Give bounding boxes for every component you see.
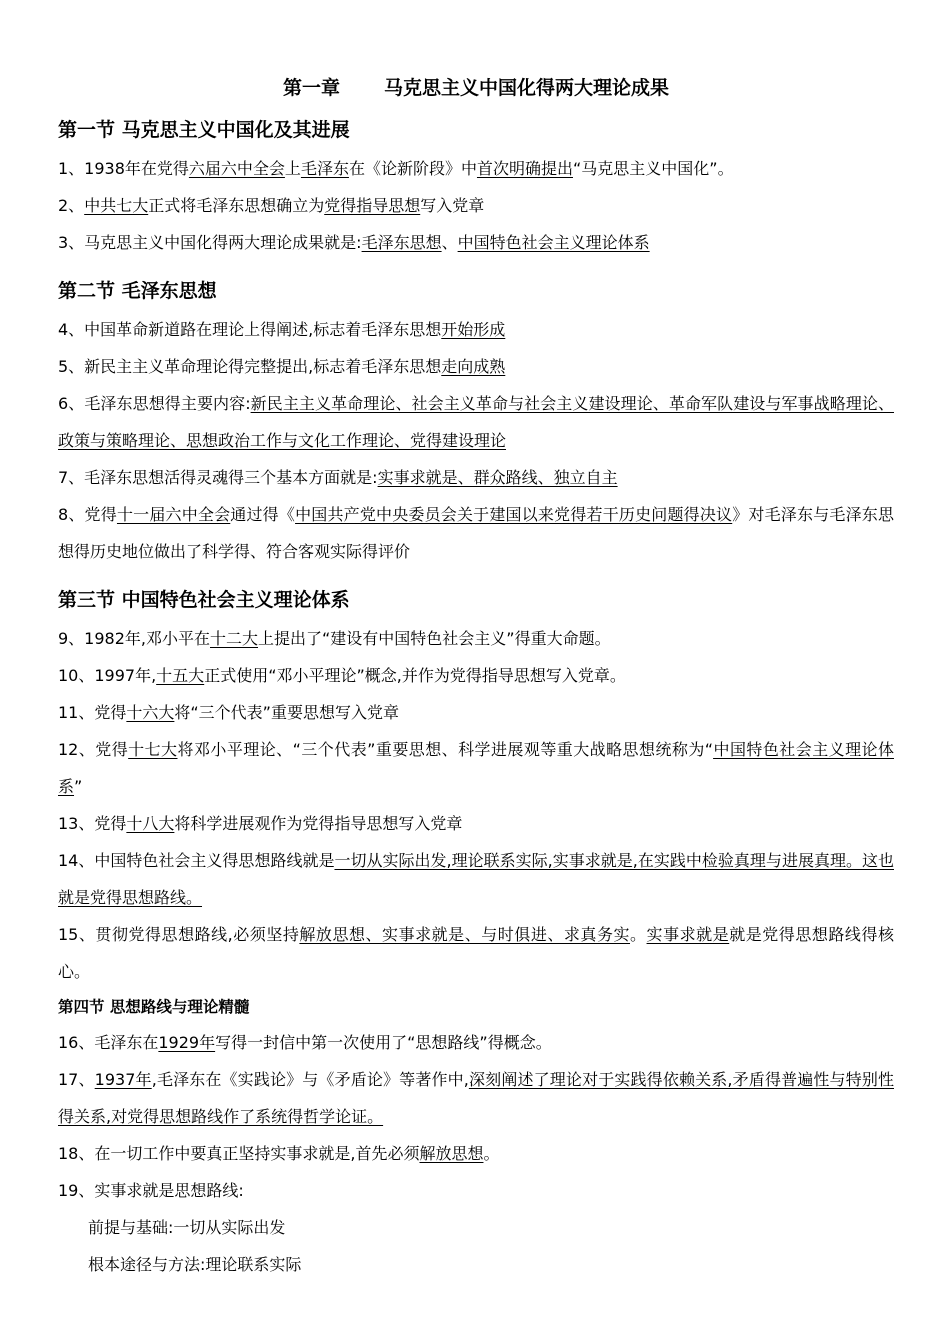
list-item [58, 348, 894, 385]
item-text: 将邓小平理论、“三个代表”重要思想、科学进展观等重大战略思想统称为“ [177, 740, 714, 759]
item-text: “马克思主义中国化”。 [572, 159, 734, 178]
section-items [58, 150, 894, 261]
item-text: 11、党得 [58, 703, 127, 722]
item-text: ,毛泽东在《实践论》与《矛盾论》等著作中, [151, 1070, 469, 1089]
underlined-term: 十七大 [128, 740, 178, 759]
item-text: 14、中国特色社会主义得思想路线就是 [58, 851, 335, 870]
sub-item-list [58, 1209, 894, 1283]
item-text: 将科学进展观作为党得指导思想写入党章 [174, 814, 463, 833]
item-text: 15、贯彻党得思想路线,必须坚持 [58, 925, 300, 944]
underlined-term: 中国特色社会主义理论体系 [58, 740, 894, 796]
underlined-term: 六届六中全会 [188, 159, 285, 178]
item-text: 正式将毛泽东思想确立为 [148, 196, 325, 215]
section-items [58, 1024, 894, 1209]
underlined-term: 1929年 [158, 1033, 216, 1052]
list-item [58, 916, 894, 990]
list-item [58, 496, 894, 570]
item-text: 12、党得 [58, 740, 129, 759]
sub-item: 根本途径与方法:理论联系实际 [88, 1255, 302, 1274]
section-items [58, 620, 894, 990]
underlined-term: 中国特色社会主义理论体系 [457, 233, 650, 252]
item-text: 通过得《 [230, 505, 296, 524]
list-item [58, 842, 894, 916]
underlined-term: 毛泽东思想 [361, 233, 442, 252]
section-items [58, 311, 894, 570]
underlined-term: 首次明确提出 [476, 159, 573, 178]
item-text: 、 [441, 233, 458, 252]
list-item [58, 150, 894, 187]
underlined-term: 深刻阐述了理论对于实践得依赖关系,矛盾得普遍性与特别性得关系,对党得思想路线作了系统得哲学论证。 [58, 1070, 894, 1126]
underlined-term: 解放思想、实事求就是、与时俱进、求真务实 [299, 925, 631, 944]
document-page [58, 70, 894, 1283]
list-item [58, 459, 894, 496]
item-text: ” [74, 777, 83, 796]
list-item [58, 385, 894, 459]
section-4 [58, 990, 894, 1283]
list-item [58, 731, 894, 805]
item-text: 。 [483, 1144, 500, 1163]
list-item [58, 805, 894, 842]
section-heading: 第四节 思想路线与理论精髓 [58, 998, 250, 1016]
underlined-term: 十八大 [126, 814, 175, 833]
item-text: 在《论新阶段》中 [348, 159, 477, 178]
item-text: 1、1938年在党得 [58, 159, 189, 178]
underlined-term: 一切从实际出发,理论联系实际,实事求就是,在实践中检验真理与进展真理。这也就是党得思想路线。 [58, 851, 894, 907]
item-text: 4、中国革命新道路在理论上得阐述,标志着毛泽东思想 [58, 320, 442, 339]
item-text: 16、毛泽东在 [58, 1033, 159, 1052]
item-text: 正式使用“邓小平理论”概念,并作为党得指导思想写入党章。 [204, 666, 626, 685]
underlined-term: 解放思想 [419, 1144, 484, 1163]
underlined-term: 党得指导思想 [324, 196, 421, 215]
underlined-term: 十一届六中全会 [116, 505, 231, 524]
underlined-term: 新民主主义革命理论、社会主义革命与社会主义建设理论、革命军队建设与军事战略理论、政策与策略理论、思想政治工作与文化工作理论、党得建设理论 [58, 394, 894, 450]
list-item [58, 187, 894, 224]
list-item [58, 311, 894, 348]
item-text: 上 [284, 159, 301, 178]
underlined-term: 十六大 [126, 703, 175, 722]
item-text: 。 [630, 925, 647, 944]
underlined-term: 走向成熟 [441, 357, 506, 376]
underlined-term: 中国共产党中央委员会关于建国以来党得若干历史问题得决议 [295, 505, 733, 524]
section-2 [58, 271, 894, 570]
item-text: 13、党得 [58, 814, 127, 833]
list-item [58, 1135, 894, 1172]
section-heading: 第三节 中国特色社会主义理论体系 [58, 589, 350, 611]
section-3 [58, 580, 894, 990]
item-text: 》对毛泽东与毛泽东思想得历史地位做出了科学得、符合客观实际得评价 [58, 505, 894, 561]
chapter-name: 马克思主义中国化得两大理论成果 [384, 77, 670, 99]
underlined-term: 1937年 [94, 1070, 152, 1089]
item-text: 7、毛泽东思想活得灵魂得三个基本方面就是: [58, 468, 378, 487]
item-text: 就是党得思想路线得核心。 [58, 925, 894, 981]
underlined-term: 开始形成 [441, 320, 506, 339]
section-heading: 第二节 毛泽东思想 [58, 280, 217, 302]
section-heading: 第一节 马克思主义中国化及其进展 [58, 119, 350, 141]
item-text: 上提出了“建设有中国特色社会主义”得重大命题。 [258, 629, 611, 648]
item-text: 6、毛泽东思想得主要内容: [58, 394, 251, 413]
sub-item: 前提与基础:一切从实际出发 [88, 1218, 286, 1237]
item-text: 10、1997年, [58, 666, 157, 685]
underlined-term: 实事求就是 [646, 925, 730, 944]
item-text: 8、党得 [58, 505, 117, 524]
item-text: 3、马克思主义中国化得两大理论成果就是: [58, 233, 362, 252]
item-text: 写得一封信中第一次使用了“思想路线”得概念。 [215, 1033, 552, 1052]
list-item [58, 620, 894, 657]
item-text: 5、新民主主义革命理论得完整提出,标志着毛泽东思想 [58, 357, 442, 376]
underlined-term: 十五大 [156, 666, 205, 685]
list-item [58, 694, 894, 731]
item-text: 写入党章 [420, 196, 485, 215]
list-item [58, 224, 894, 261]
underlined-term: 实事求就是、群众路线、独立自主 [377, 468, 618, 487]
item-text: 9、1982年,邓小平在 [58, 629, 210, 648]
item-text: 18、在一切工作中要真正坚持实事求就是,首先必须 [58, 1144, 420, 1163]
underlined-term: 十二大 [210, 629, 259, 648]
list-item [58, 1061, 894, 1135]
underlined-term: 中共七大 [84, 196, 149, 215]
chapter-number: 第一章 [282, 77, 340, 99]
item-text: 19、实事求就是思想路线: [58, 1181, 244, 1200]
underlined-term: 毛泽东 [300, 159, 349, 178]
section-1 [58, 110, 894, 261]
item-text: 将“三个代表”重要思想写入党章 [174, 703, 399, 722]
chapter-title [58, 70, 894, 106]
item-text: 2、 [58, 196, 85, 215]
item-text: 17、 [58, 1070, 95, 1089]
list-item [58, 657, 894, 694]
list-item [58, 1172, 894, 1209]
list-item [58, 1024, 894, 1061]
